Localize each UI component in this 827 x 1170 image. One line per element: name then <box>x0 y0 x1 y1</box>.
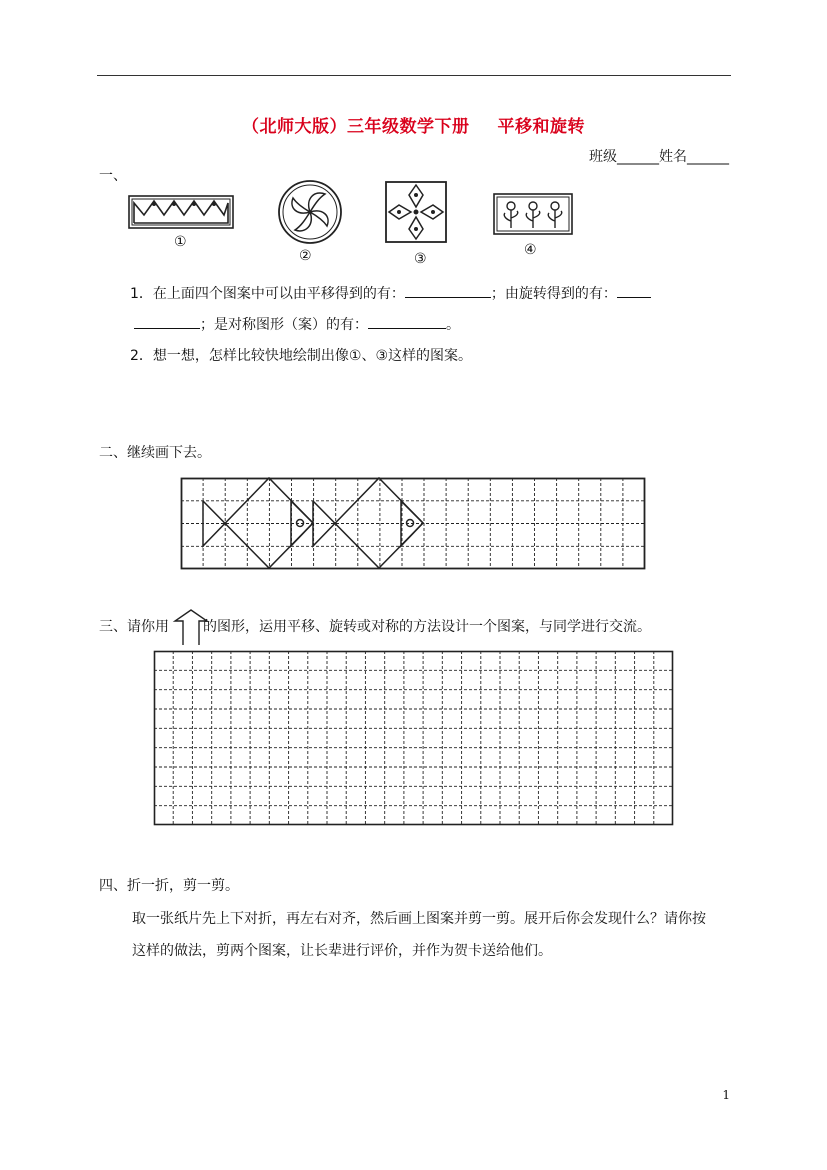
question-1-text-b: ；由旋转得到的有： <box>490 286 617 302</box>
question-1-end: 。 <box>446 317 460 333</box>
figure-1-crown-band <box>128 195 234 229</box>
section-3-text-a: 三、请你用 <box>99 619 169 635</box>
class-blank: ______ <box>617 149 659 165</box>
figure-3-kites <box>385 181 447 243</box>
rotation-answer-blank[interactable] <box>617 283 651 298</box>
figure-2-pinwheel <box>275 180 345 244</box>
title-part-1: （北师大版）三年级数学下册 <box>242 117 470 137</box>
figure-4-label: ④ <box>524 242 537 258</box>
class-label: 班级 <box>589 149 617 165</box>
name-blank: ______ <box>687 149 729 165</box>
arrow-shape-icon <box>174 609 208 645</box>
rotation-answer-blank-cont[interactable] <box>134 314 200 329</box>
question-1-line-1 <box>130 283 651 304</box>
class-name-line <box>589 146 729 166</box>
page-title <box>0 112 827 137</box>
figure-4-flowers <box>493 193 573 235</box>
name-label: 姓名 <box>659 149 687 165</box>
question-1-text-c: ；是对称图形（案）的有： <box>200 317 368 333</box>
section-4-heading: 四、折一折，剪一剪。 <box>99 878 239 894</box>
section-4-para-line-1: 取一张纸片先上下对折，再左右对齐，然后画上图案并剪一剪。展开后你会发现什么？请你按 <box>132 911 706 927</box>
header-rule <box>97 75 731 76</box>
section-1-heading: 一、 <box>99 168 127 184</box>
question-2: 2．想一想，怎样比较快地绘制出像①、③这样的图案。 <box>130 348 473 364</box>
section-2-heading: 二、继续画下去。 <box>99 445 211 461</box>
design-grid <box>154 651 673 825</box>
question-1-text-a: 1．在上面四个图案中可以由平移得到的有： <box>130 286 405 302</box>
symmetry-answer-blank[interactable] <box>368 314 446 329</box>
translation-answer-blank[interactable] <box>405 283 491 298</box>
figure-1-label: ① <box>174 234 187 250</box>
fish-pattern-grid <box>181 478 645 569</box>
section-3-text-b: 的图形，运用平移、旋转或对称的方法设计一个图案，与同学进行交流。 <box>203 619 651 635</box>
figure-3-label: ③ <box>414 251 427 267</box>
question-1-line-2 <box>134 314 460 335</box>
figure-2-label: ② <box>299 248 312 264</box>
title-part-2: 平移和旋转 <box>497 117 585 137</box>
page-number: 1 <box>722 1088 730 1102</box>
section-4-para-line-2: 这样的做法，剪两个图案，让长辈进行评价，并作为贺卡送给他们。 <box>132 943 552 959</box>
